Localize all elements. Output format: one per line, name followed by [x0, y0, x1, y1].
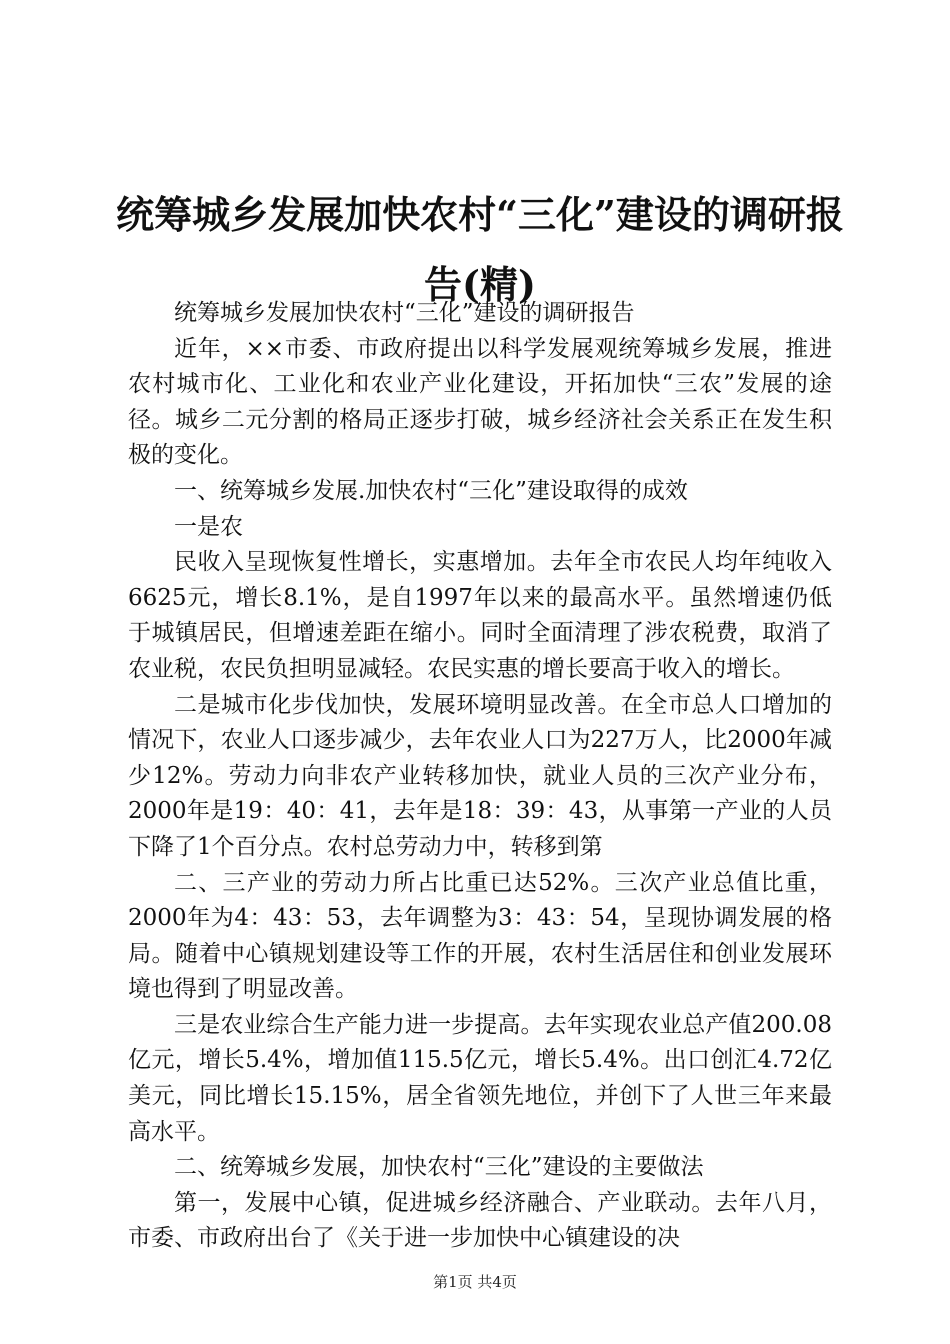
paragraph-income: 民收入呈现恢复性增长，实惠增加。去年全市农民人均年纯收入6625元，增长8.1%，是自1997年以来的最高水平。虽然增速仍低于城镇居民，但增速差距在缩小。同时全面清理了涉农税费，取消了农业税，农民负担明显减轻。农民实惠的增长要高于收入的增长。: [128, 549, 832, 682]
page-number-footer: 第1页 共4页: [433, 1273, 517, 1291]
paragraph-fragment: 一是农: [174, 513, 243, 540]
paragraph-urbanization: 二是城市化步伐加快，发展环境明显改善。在全市总人口增加的情况下，农业人口逐步减少，去年农业人口为227万人，比2000年减少12%。劳动力向非农产业转移加快，就业人员的三次产业分布，2000年是19：40：41，去年是18：39：43，从事第一产业的人员下降了1个百分点。农村总劳动力中，转移到第: [128, 691, 832, 860]
document-body: [128, 296, 832, 1257]
document-title: 统筹城乡发展加快农村“三化”建设的调研报告(精): [116, 192, 844, 307]
paragraph-agriculture: 三是农业综合生产能力进一步提高。去年实现农业总产值200.08亿元，增长5.4%，增加值115.5亿元，增长5.4%。出口创汇4.72亿美元，同比增长15.15%，居全省领先地位，并创下了人世三年来最高水平。: [128, 1011, 832, 1145]
section-heading-1: 一、统筹城乡发展.加快农村“三化”建设取得的成效: [174, 477, 688, 504]
paragraph-labor: 二、三产业的劳动力所占比重已达52%。三次产业总值比重，2000年为4：43：53，去年调整为3：43：54，呈现协调发展的格局。随着中心镇规划建设等工作的开展，农村生活居住和创业发展环境也得到了明显改善。: [128, 869, 832, 1003]
paragraph-central-towns: 第一，发展中心镇，促进城乡经济融合、产业联动。去年八月，市委、市政府出台了《关于进一步加快中心镇建设的决: [128, 1189, 832, 1252]
section-heading-2: 二、统筹城乡发展，加快农村“三化”建设的主要做法: [174, 1154, 704, 1181]
paragraph-subtitle: 统筹城乡发展加快农村“三化”建设的调研报告: [174, 300, 635, 326]
paragraph-intro: 近年，××市委、市政府提出以科学发展观统筹城乡发展，推进农村城市化、工业化和农业产业化建设，开拓加快“三农”发展的途径。城乡二元分割的格局正逐步打破，城乡经济社会关系正在发生积极的变化。: [128, 335, 832, 469]
